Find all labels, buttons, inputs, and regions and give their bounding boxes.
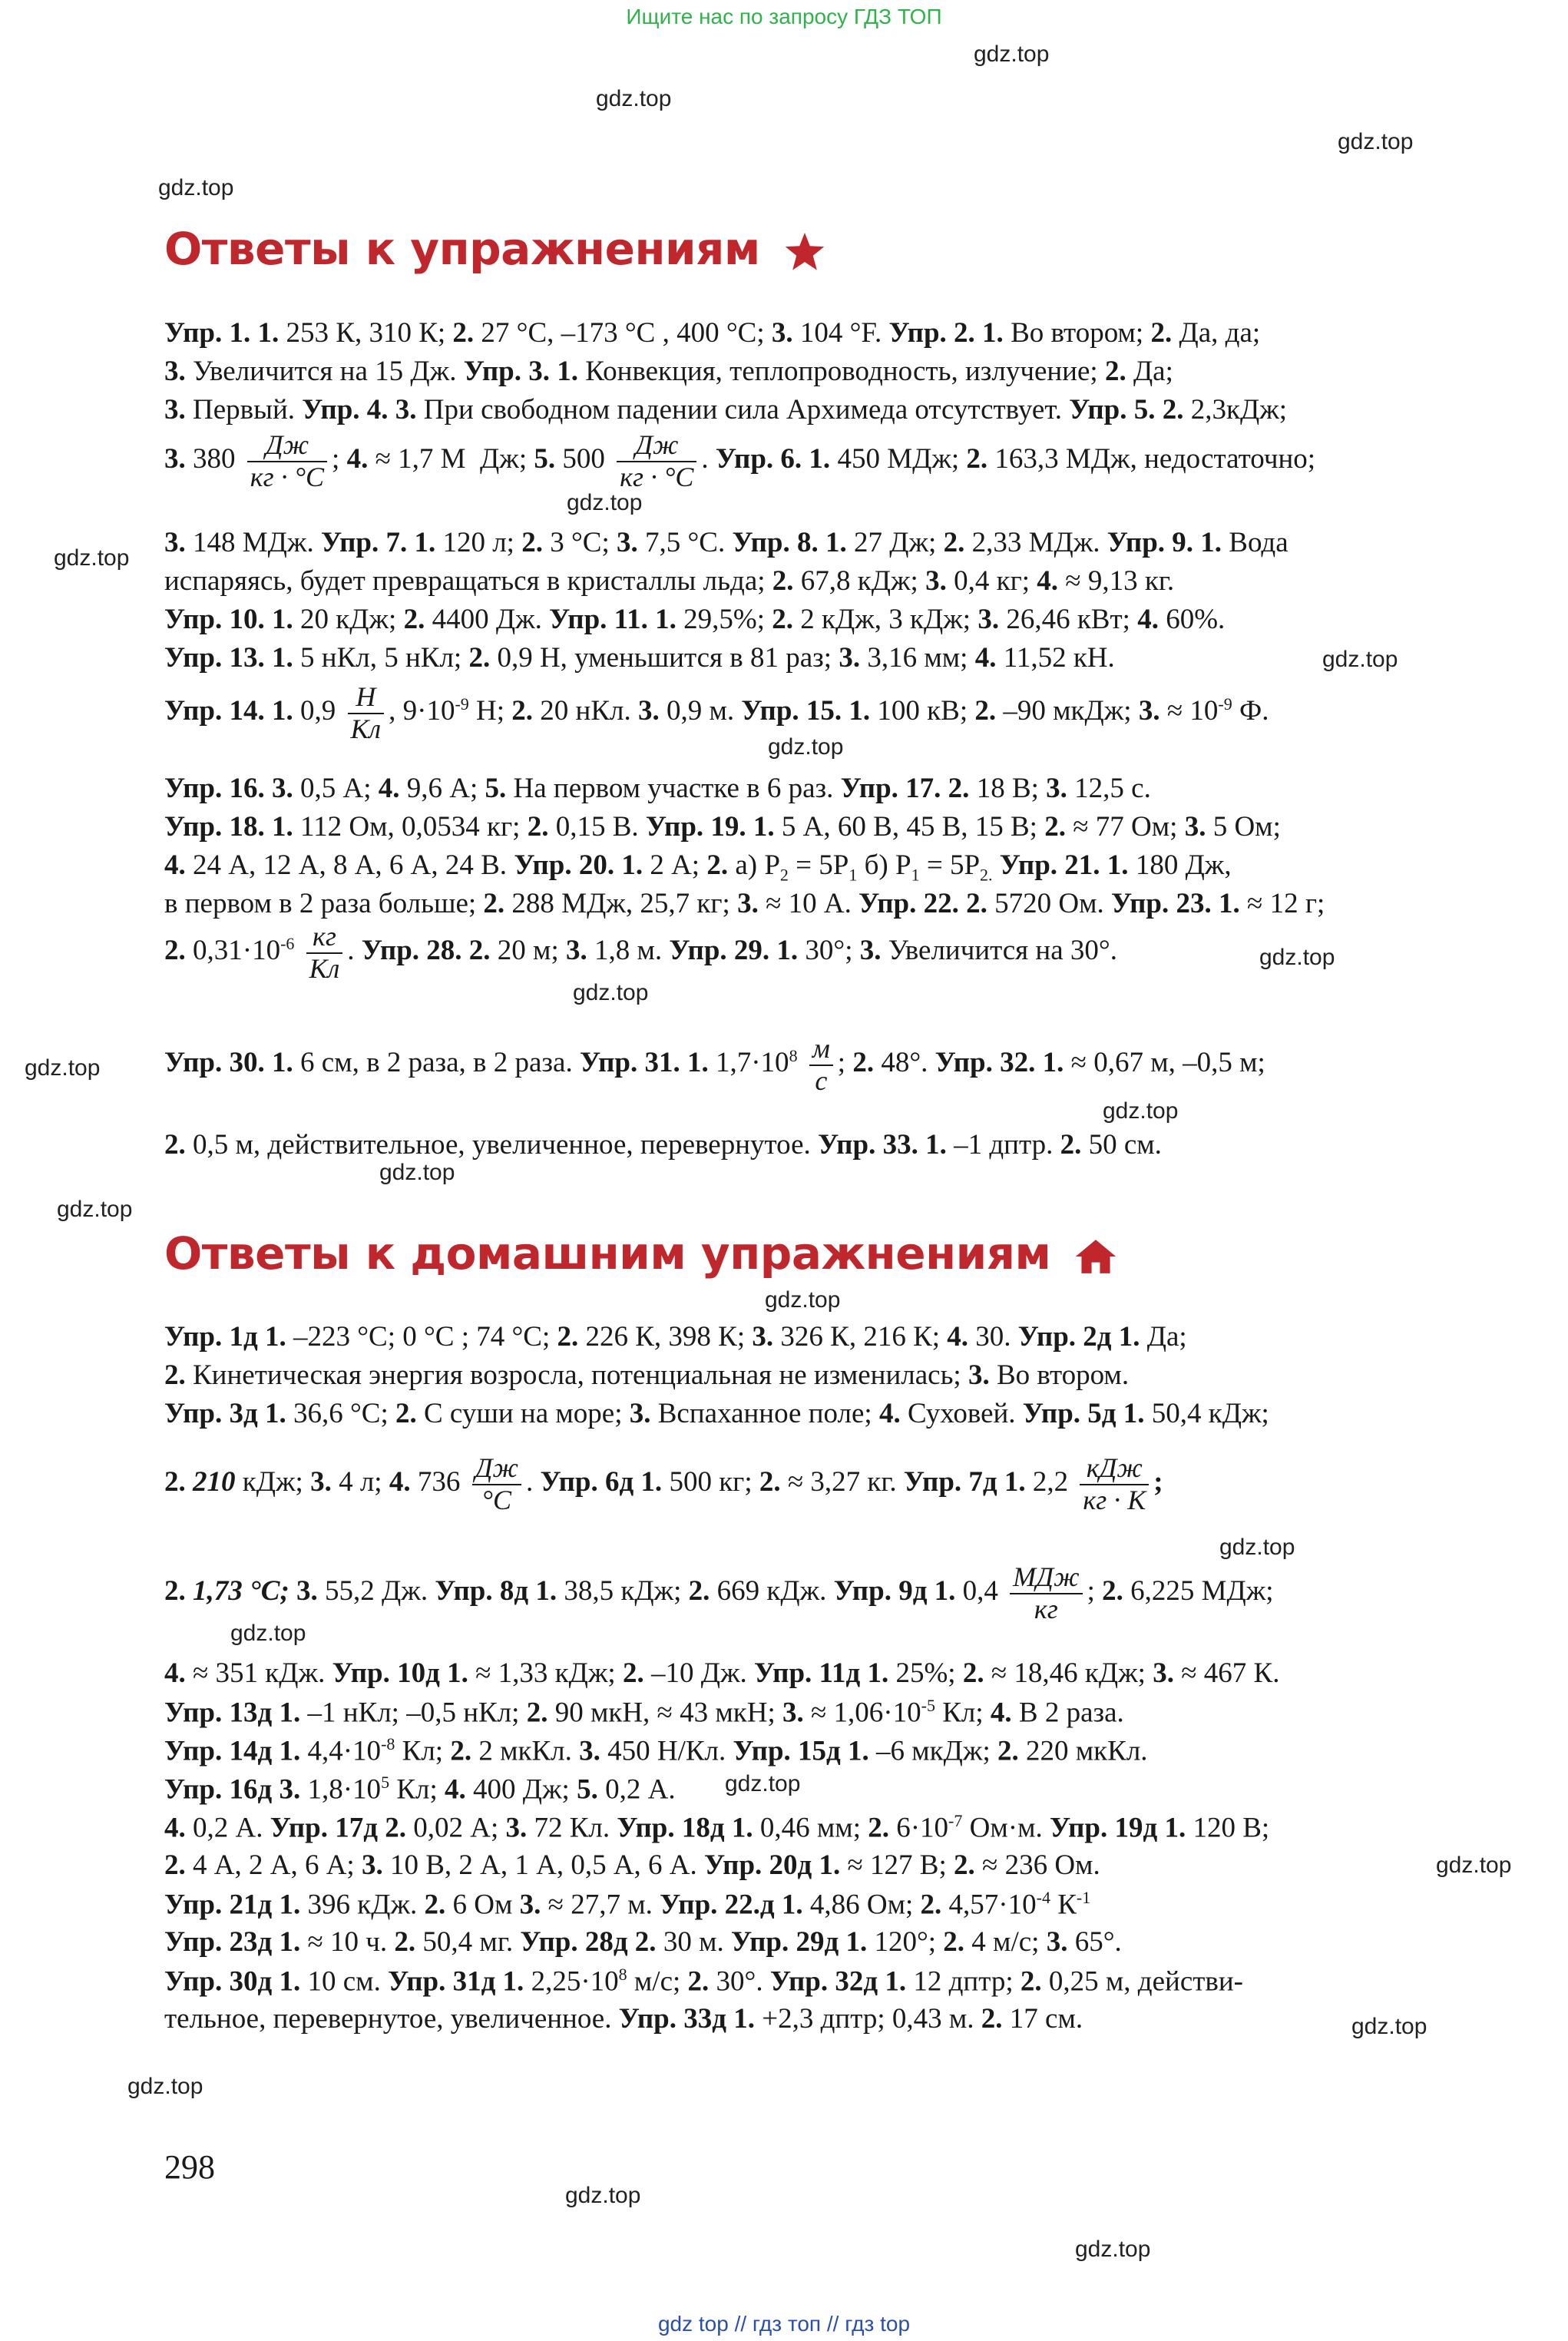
answer-line: 2. Кинетическая энергия возросла, потенциальная не изменилась; 3. Во втором. (164, 1359, 1130, 1391)
answer-line: Упр. 1д 1. –223 °С; 0 °С ; 74 °С; 2. 226 К, 398 К; 3. 326 К, 216 К; 4. 30. Упр. 2д 1. Да; (164, 1321, 1187, 1353)
answer-line: 4. 0,2 А. Упр. 17д 2. 0,02 А; 3. 72 Кл. Упр. 18д 1. 0,46 мм; 2. $6\cdot 10^{-7}$ Ом·м. Упр. 19д 1. 120 В; (164, 1811, 1270, 1844)
answer-line: Упр. 21д 1. 396 кДж. 2. 6 Ом 3. ≈ 27,7 м. Упр. 22.д 1. 4,86 Ом; 2. $4,57\cdot 10^{-4}$ $К^{-1}$ (164, 1888, 1091, 1921)
fraction: $\frac{кг}{Кл}$ (306, 922, 343, 984)
answer-line: 2. 4 А, 2 А, 6 А; 3. 10 В, 2 А, 1 А, 0,5 А, 6 А. Упр. 20д 1. ≈ 127 В; 2. ≈ 236 Ом. (164, 1849, 1100, 1881)
answer-line: 3. 148 МДж. Упр. 7. 1. 120 л; 2. 3 °С; 3. 7,5 °С. Упр. 8. 1. 27 Дж; 2. 2,33 МДж. Упр. 9. 1. Вода (164, 527, 1288, 558)
top-banner[interactable]: Ищите нас по запросу ГДЗ ТОП (626, 5, 942, 28)
watermark: gdz.top (725, 1771, 801, 1796)
answer-line: 2. 1,73 °С; 3. 55,2 Дж. Упр. 8д 1. 38,5 кДж; 2. 669 кДж. Упр. 9д 1. 0,4 $\frac{\text{МДж}}{кг}$ ; 2. 6,225 МДж; (164, 1561, 1274, 1624)
fraction: $\frac{Н}{Кл}$ (348, 682, 385, 744)
page-number: 298 (164, 2148, 215, 2186)
watermark: gdz.top (565, 2183, 641, 2208)
watermark: gdz.top (768, 734, 844, 760)
fraction: $\frac{Дж}{кг \cdot ^\circ С}$ (617, 430, 696, 492)
section-title: Ответы к упражнениям (164, 223, 760, 275)
star-icon (783, 231, 826, 273)
answer-line: 3. Первый. Упр. 4. 3. При свободном падении сила Архимеда отсутствует. Упр. 5. 2. 2,3кДж; (164, 394, 1288, 425)
answer-line: Упр. 14. 1. 0,9 $\frac{Н}{Кл}$ , $9\cdot 10^{-9}$ Н; 2. 20 нКл. 3. 0,9 м. Упр. 15. 1. 100 кВ; 2. –90 мкДж; 3. ≈ $10^{-9}$ Ф. (164, 681, 1269, 744)
answer-line: Упр. 30д 1. 10 см. Упр. 31д 1. $2,25\cdot 10^8$ м/с; 2. 30°. Упр. 32д 1. 12 дптр; 2. 0,25 м, действи- (164, 1965, 1244, 1998)
watermark: gdz.top (379, 1160, 455, 1185)
fraction: $\frac{\text{МДж}}{кг}$ (1010, 1562, 1082, 1624)
section-title: Ответы к домашним упражнениям (164, 1227, 1051, 1280)
answer-line: в первом в 2 раза больше; 2. 288 МДж, 25,7 кг; 3. ≈ 10 А. Упр. 22. 2. 5720 Ом. Упр. 23. 1. ≈ 12 г; (164, 888, 1325, 919)
house-icon (1073, 1238, 1118, 1275)
bottom-links[interactable]: gdz top // гдз топ // гдз top (657, 2312, 911, 2336)
watermark: gdz.top (57, 1197, 133, 1222)
watermark: gdz.top (54, 545, 130, 571)
answer-line: Упр. 13д 1. –1 нКл; –0,5 нКл; 2. 90 мкН, ≈ 43 мкН; 3. ≈ $1,06\cdot 10^{-5}$ Кл; 4. В 2 раза. (164, 1696, 1124, 1729)
answer-line: Упр. 16д 3. $1,8\cdot 10^5$ Кл; 4. 400 Дж; 5. 0,2 А. (164, 1773, 676, 1806)
fraction: $\frac{м}{с}$ (809, 1034, 833, 1096)
answer-line: Упр. 3д 1. 36,6 °С; 2. С суши на море; 3. Вспаханное поле; 4. Суховей. Упр. 5д 1. 50,4 кДж; (164, 1398, 1269, 1429)
answer-line: 3. 380 $\frac{Дж}{кг \cdot ^\circ С}$ ; 4. ≈ 1,7 М Дж; 5. 500 $\frac{Дж}{кг \cdot ^\circ С}$ . Упр. 6. 1. 450 МДж; 2. 163,3 МДж, недостаточно; (164, 429, 1316, 492)
watermark: gdz.top (158, 175, 234, 200)
answer-line: испаряясь, будет превращаться в кристаллы льда; 2. 67,8 кДж; 3. 0,4 кг; 4. ≈ 9,13 кг. (164, 565, 1175, 597)
answer-line: Упр. 18. 1. 112 Ом, 0,0534 кг; 2. 0,15 В. Упр. 19. 1. 5 А, 60 В, 45 В, 15 В; 2. ≈ 77 Ом; 3. 5 Ом; (164, 811, 1281, 843)
answer-line: Упр. 30. 1. 6 см, в 2 раза, в 2 раза. Упр. 31. 1. $1,7\cdot 10^8$ $\frac{м}{с}$ ; 2. 48°. Упр. 32. 1. ≈ 0,67 м, –0,5 м; (164, 1033, 1265, 1096)
answer-line: тельное, перевернутое, увеличенное. Упр. 33д 1. +2,3 дптр; 0,43 м. 2. 17 см. (164, 2003, 1083, 2035)
answer-line: Упр. 14д 1. $4,4\cdot 10^{-8}$ Кл; 2. 2 мкКл. 3. 450 Н/Кл. Упр. 15д 1. –6 мкДж; 2. 220 мкКл. (164, 1734, 1148, 1767)
answer-line: 4. ≈ 351 кДж. Упр. 10д 1. ≈ 1,33 кДж; 2. –10 Дж. Упр. 11д 1. 25%; 2. ≈ 18,46 кДж; 3. ≈ 467 К. (164, 1657, 1280, 1689)
watermark: gdz.top (127, 2074, 203, 2099)
answer-line: 4. 24 А, 12 А, 8 А, 6 А, 24 В. Упр. 20. 1. 2 А; 2. а) $P_2 = 5P_1$ б) $P_1 = 5P_{2.}$ Упр. 21. 1. 180 Дж, (164, 849, 1232, 885)
fraction: $\frac{\text{кДж}}{кг \cdot К}$ (1080, 1453, 1149, 1515)
watermark: gdz.top (1219, 1535, 1295, 1560)
watermark: gdz.top (1436, 1853, 1512, 1878)
watermark: gdz.top (230, 1621, 306, 1646)
answer-line: Упр. 16. 3. 0,5 А; 4. 9,6 А; 5. На первом участке в 6 раз. Упр. 17. 2. 18 В; 3. 12,5 с. (164, 773, 1151, 804)
watermark: gdz.top (596, 86, 672, 111)
section-heading (164, 1227, 1118, 1280)
watermark: gdz.top (25, 1055, 101, 1081)
fraction: $\frac{Дж}{^\circ С}$ (472, 1453, 521, 1515)
watermark: gdz.top (1259, 945, 1335, 970)
answer-line: 3. Увеличится на 15 Дж. Упр. 3. 1. Конвекция, теплопроводность, излучение; 2. Да; (164, 356, 1173, 387)
answer-line: 2. $0,31\cdot 10^{-6}$ $\frac{кг}{Кл}$ . Упр. 28. 2. 20 м; 3. 1,8 м. Упр. 29. 1. 30°; 3. Увеличится на 30°. (164, 921, 1117, 984)
answer-line: 2. 210 кДж; 3. 4 л; 4. 736 $\frac{Дж}{^\circ С}$ . Упр. 6д 1. 500 кг; 2. ≈ 3,27 кг. Упр. 7д 1. 2,2 $\frac{\text{кДж}}{кг \cdot К}$ ; (164, 1452, 1163, 1515)
section-heading (164, 223, 826, 275)
watermark: gdz.top (573, 980, 649, 1005)
answer-line: Упр. 1. 1. 253 К, 310 К; 2. 27 °С, –173 °С , 400 °С; 3. 104 °F. Упр. 2. 1. Во втором; 2. Да, да; (164, 317, 1261, 349)
watermark: gdz.top (567, 490, 643, 515)
answer-line: Упр. 10. 1. 20 кДж; 2. 4400 Дж. Упр. 11. 1. 29,5%; 2. 2 кДж, 3 кДж; 3. 26,46 кВт; 4. 60%. (164, 604, 1226, 635)
watermark: gdz.top (1075, 2237, 1151, 2262)
watermark: gdz.top (765, 1287, 841, 1313)
answer-line: Упр. 13. 1. 5 нКл, 5 нКл; 2. 0,9 Н, уменьшится в 81 раз; 3. 3,16 мм; 4. 11,52 кН. (164, 642, 1115, 674)
answer-line: 2. 0,5 м, действительное, увеличенное, перевернутое. Упр. 33. 1. –1 дптр. 2. 50 см. (164, 1129, 1162, 1161)
answer-line: Упр. 23д 1. ≈ 10 ч. 2. 50,4 мг. Упр. 28д 2. 30 м. Упр. 29д 1. 120°; 2. 4 м/с; 3. 65°. (164, 1926, 1122, 1958)
fraction: $\frac{Дж}{кг \cdot ^\circ С}$ (247, 430, 327, 492)
watermark: gdz.top (974, 41, 1050, 67)
watermark: gdz.top (1338, 129, 1414, 154)
watermark: gdz.top (1322, 647, 1398, 672)
watermark: gdz.top (1103, 1098, 1179, 1124)
watermark: gdz.top (1351, 2014, 1427, 2039)
